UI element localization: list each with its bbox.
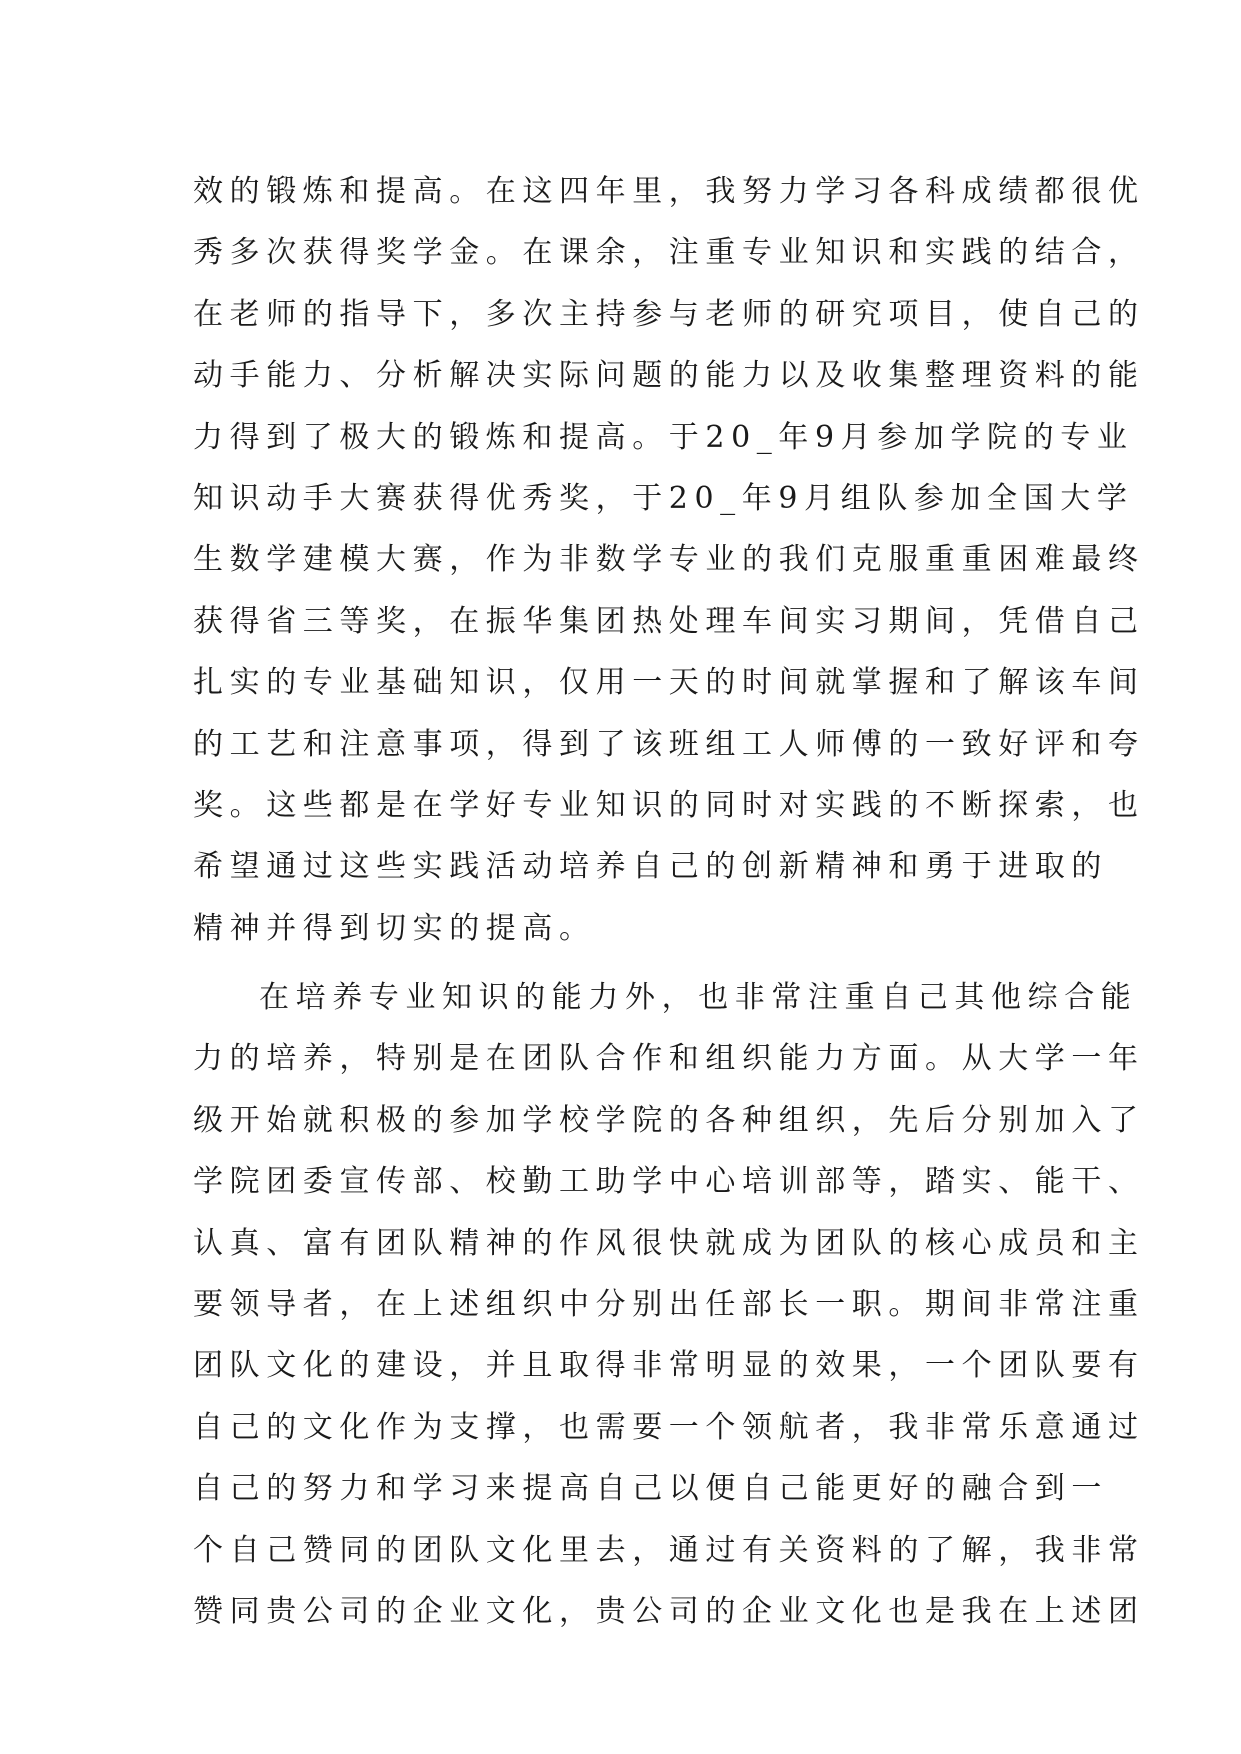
body-text [193, 161, 1145, 1642]
text-line: 扎实的专业基础知识，仅用一天的时间就掌握和了解该车间 [193, 665, 1145, 701]
text-line: 自己的文化作为支撑，也需要一个领航者，我非常乐意通过 [193, 1409, 1145, 1445]
text-line: 奖。这些都是在学好专业知识的同时对实践的不断探索，也 [193, 787, 1145, 823]
text-line: 的工艺和注意事项，得到了该班组工人师傅的一致好评和夸 [193, 726, 1145, 762]
paragraph-gap [193, 959, 1073, 967]
text-line: 获得省三等奖，在振华集团热处理车间实习期间，凭借自己 [193, 603, 1145, 639]
text-line: 要领导者，在上述组织中分别出任部长一职。期间非常注重 [193, 1287, 1145, 1323]
text-line-indented: 在培养专业知识的能力外，也非常注重自己其他综合能 [259, 980, 1138, 1016]
text-line: 希望通过这些实践活动培养自己的创新精神和勇于进取的 [193, 849, 1108, 885]
text-line: 自己的努力和学习来提高自己以便自己能更好的融合到一 [193, 1471, 1108, 1507]
text-line: 在老师的指导下，多次主持参与老师的研究项目，使自己的 [193, 296, 1145, 332]
text-line: 个自己赞同的团队文化里去，通过有关资料的了解，我非常 [193, 1532, 1145, 1568]
text-line: 知识动手大赛获得优秀奖，于20_年9月组队参加全国大学 [193, 480, 1134, 516]
text-line: 认真、富有团队精神的作风很快就成为团队的核心成员和主 [193, 1225, 1145, 1261]
text-line: 赞同贵公司的企业文化，贵公司的企业文化也是我在上述团 [193, 1593, 1145, 1629]
text-line: 精神并得到切实的提高。 [193, 910, 596, 946]
text-line: 团队文化的建设，并且取得非常明显的效果，一个团队要有 [193, 1348, 1145, 1384]
text-line: 力的培养，特别是在团队合作和组织能力方面。从大学一年 [193, 1041, 1145, 1077]
text-line: 生数学建模大赛，作为非数学专业的我们克服重重困难最终 [193, 542, 1145, 578]
text-line: 力得到了极大的锻炼和提高。于20_年9月参加学院的专业 [193, 419, 1134, 455]
text-line: 级开始就积极的参加学校学院的各种组织，先后分别加入了 [193, 1102, 1145, 1138]
text-line: 秀多次获得奖学金。在课余，注重专业知识和实践的结合， [193, 235, 1145, 271]
text-line: 动手能力、分析解决实际问题的能力以及收集整理资料的能 [193, 358, 1145, 394]
paragraph-1 [193, 161, 1145, 959]
text-line: 学院团委宣传部、校勤工助学中心培训部等，踏实、能干、 [193, 1164, 1145, 1200]
paragraph-2 [193, 967, 1145, 1642]
text-line: 效的锻炼和提高。在这四年里，我努力学习各科成绩都很优 [193, 174, 1145, 209]
